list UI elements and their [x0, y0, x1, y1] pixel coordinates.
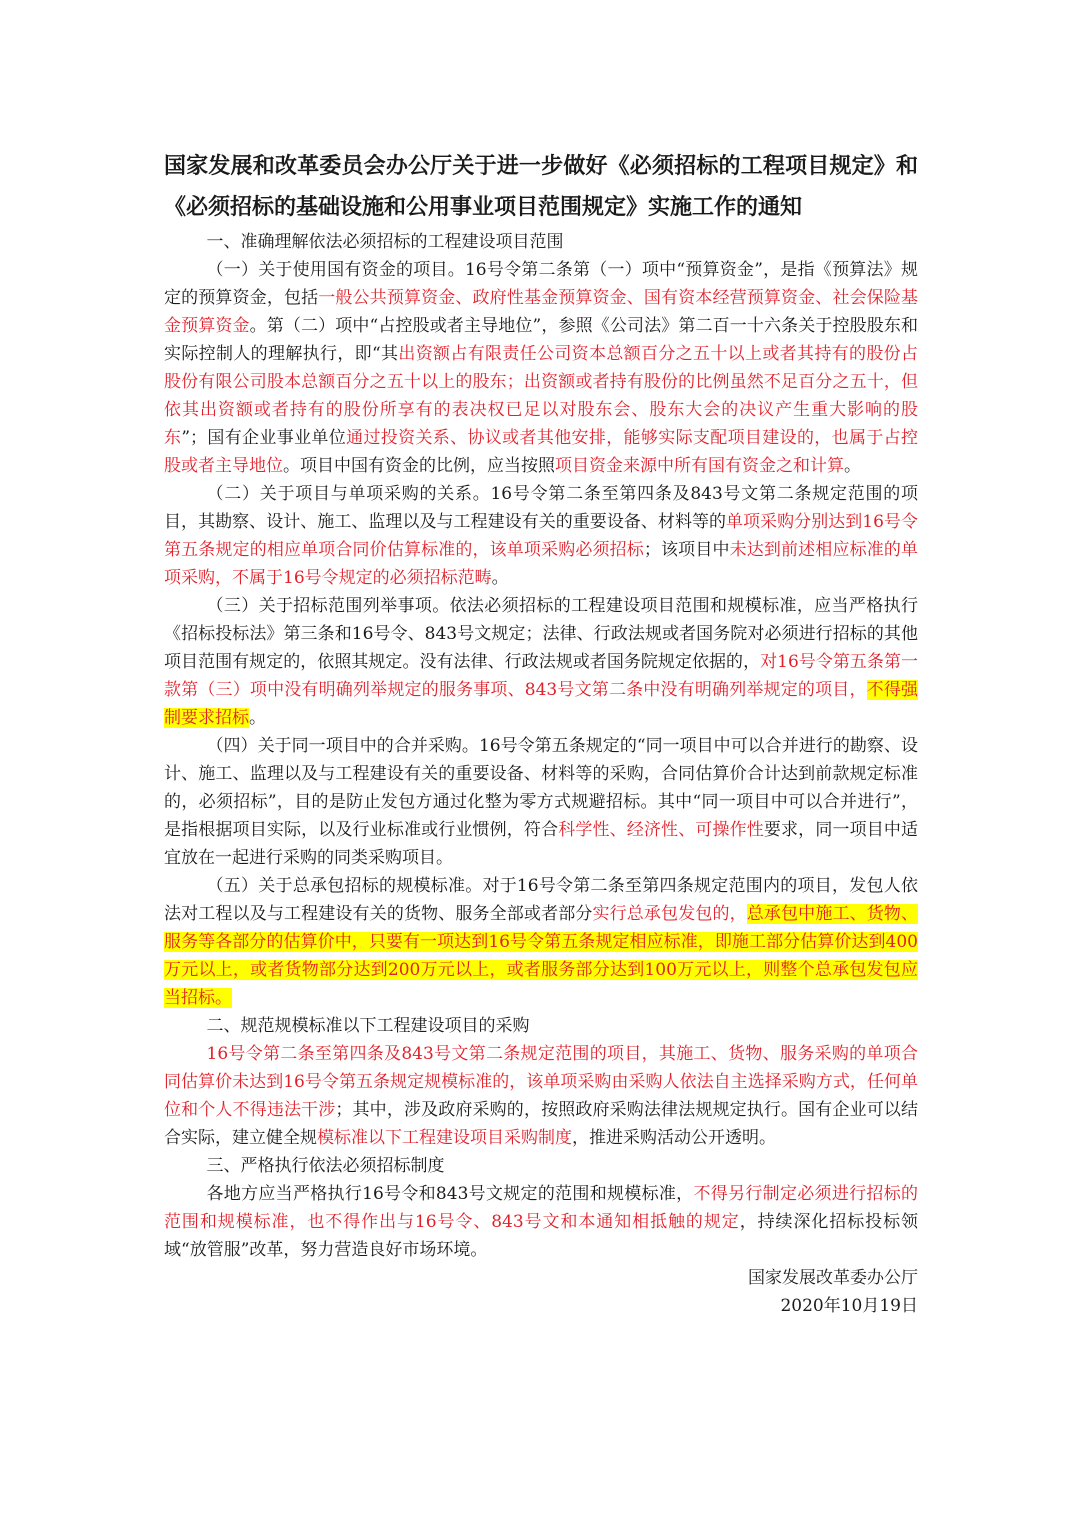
emphasis-text: 单项采购分别达到16号令第五条规定的相应单项合同价估算标准的，该单项采购必须招标 [164, 512, 918, 560]
section-2-paragraph-1 [164, 1040, 918, 1152]
emphasis-text: 实行总承包发包的， [592, 904, 747, 924]
section-1-paragraph-2 [164, 480, 918, 592]
signature-date: 2020年10月19日 [780, 1296, 918, 1316]
emphasis-text: 模标准以下工程建设项目采购制度 [317, 1128, 572, 1148]
text-run: ；该项目中 [643, 540, 730, 560]
text-run: 要求，同一项目中适宜放在一起进行采购的同类采购项目。 [164, 820, 919, 868]
signature-org: 国家发展改革委办公厅 [748, 1268, 918, 1288]
document-title: 国家发展和改革委员会办公厅关于进一步做好《必须招标的工程项目规定》和《必须招标的基础设施和公用事业项目范围规定》实施工作的通知 [164, 153, 918, 220]
emphasis-text: 16号令第二条至第四条及843号文第二条规定范围的项目，其施工、货物、服务采购的单项合同估算价未达到16号令第五条规定规模标准的，该单项采购由采购人依法自主选择采购方式，任何单位和个人不得违法干涉 [164, 1044, 918, 1120]
emphasis-text: 项目资金来源中所有国有资金之和计算 [555, 456, 844, 476]
text-run: （四）关于同一项目中的合并采购。16号令第五条规定的“同一项目中可以合并进行的勘察、设计、施工、监理以及与工程建设有关的重要设备、材料等的采购，合同估算价合计达到前款规定标准的，必须招标”，目的是防止发包方通过化整为零方式规避招标。其中“同一项目中可以合并进行”，是指根据项目实际，以及行业标准或行业惯例，符合 [164, 736, 918, 840]
emphasis-text: 未达到前述相应标准的单项采购，不属于16号令规定的必须招标范畴 [164, 540, 919, 588]
section-1-paragraph-4 [164, 732, 918, 872]
text-run: ，推进采购活动公开透明。 [572, 1128, 776, 1148]
section-1-paragraph-3 [164, 592, 918, 732]
section-1-heading: 一、准确理解依法必须招标的工程建设项目范围 [206, 232, 564, 252]
section-1-paragraph-5 [164, 872, 918, 1012]
emphasis-text: 出资额占有限责任公司资本总额百分之五十以上或者其持有的股份占股份有限公司股本总额百分之五十以上的股东；出资额或者持有股份的比例虽然不足百分之五十，但依其出资额或者持有的股份所享有的表决权已足以对股东会、股东大会的决议产生重大影响的股东 [164, 344, 919, 448]
text-run: （二）关于项目与单项采购的关系。16号令第二条至第四条及843号文第二条规定范围的项目，其勘察、设计、施工、监理以及与工程建设有关的重要设备、材料等的 [164, 484, 918, 532]
section-3-paragraph-1 [164, 1180, 918, 1264]
emphasis-text: 通过投资关系、协议或者其他安排，能够实际支配项目建设的，也属于占控股或者主导地位 [164, 428, 919, 476]
emphasis-text: 对16号令第五条第一款第（三）项中没有明确列举规定的服务事项、843号文第二条中没有明确列举规定的项目， [164, 652, 918, 700]
text-run: 各地方应当严格执行16号令和843号文规定的范围和规模标准， [206, 1184, 694, 1204]
section-2-heading: 二、规范规模标准以下工程建设项目的采购 [206, 1016, 530, 1036]
text-run: （三）关于招标范围列举事项。依法必须招标的工程建设项目范围和规模标准，应当严格执行《招标投标法》第三条和16号令、843号文规定；法律、行政法规或者国务院对必须进行招标的其他项目范围有规定的，依照其规定。没有法律、行政法规或者国务院规定依据的， [164, 596, 918, 672]
text-run: ；其中，涉及政府采购的，按照政府采购法律法规规定执行。国有企业可以结合实际，建立健全规 [164, 1100, 919, 1148]
text-run: 。 [844, 456, 861, 476]
text-run: ”；国有企业事业单位 [181, 428, 347, 448]
emphasis-text: 不得另行制定必须进行招标的范围和规模标准，也不得作出与16号令、843号文和本通知相抵触的规定 [164, 1184, 918, 1232]
section-1-paragraph-1 [164, 256, 918, 480]
text-run: ，持续深化招标投标领域“放管服”改革，努力营造良好市场环境。 [164, 1212, 918, 1260]
highlighted-text: 不得强制要求招标 [164, 680, 918, 728]
highlighted-text: 总承包中施工、货物、服务等各部分的估算价中，只要有一项达到16号令第五条规定相应标准，即施工部分估算价达到400万元以上，或者货物部分达到200万元以上，或者服务部分达到100万元以上，则整个总承包发包应当招标。 [164, 904, 919, 1008]
text-run: （一）关于使用国有资金的项目。16号令第二条第（一）项中“预算资金”，是指《预算法》规定的预算资金，包括 [164, 260, 918, 308]
emphasis-text: 一般公共预算资金、政府性基金预算资金、国有资本经营预算资金、社会保险基金预算资金 [164, 288, 919, 336]
text-run: 。 [491, 568, 509, 588]
text-run: 。项目中国有资金的比例，应当按照 [283, 456, 555, 476]
emphasis-text: 科学性、经济性、可操作性 [558, 820, 764, 840]
section-3-heading: 三、严格执行依法必须招标制度 [206, 1156, 445, 1176]
text-run: 。第（二）项中“占控股或者主导地位”，参照《公司法》第二百一十六条关于控股股东和实际控制人的理解执行，即“其 [164, 316, 918, 364]
text-run: 。 [249, 708, 266, 728]
text-run: （五）关于总承包招标的规模标准。对于16号令第二条至第四条规定范围内的项目，发包人依法对工程以及与工程建设有关的货物、服务全部或者部分 [164, 876, 918, 924]
document-page [164, 146, 918, 1320]
